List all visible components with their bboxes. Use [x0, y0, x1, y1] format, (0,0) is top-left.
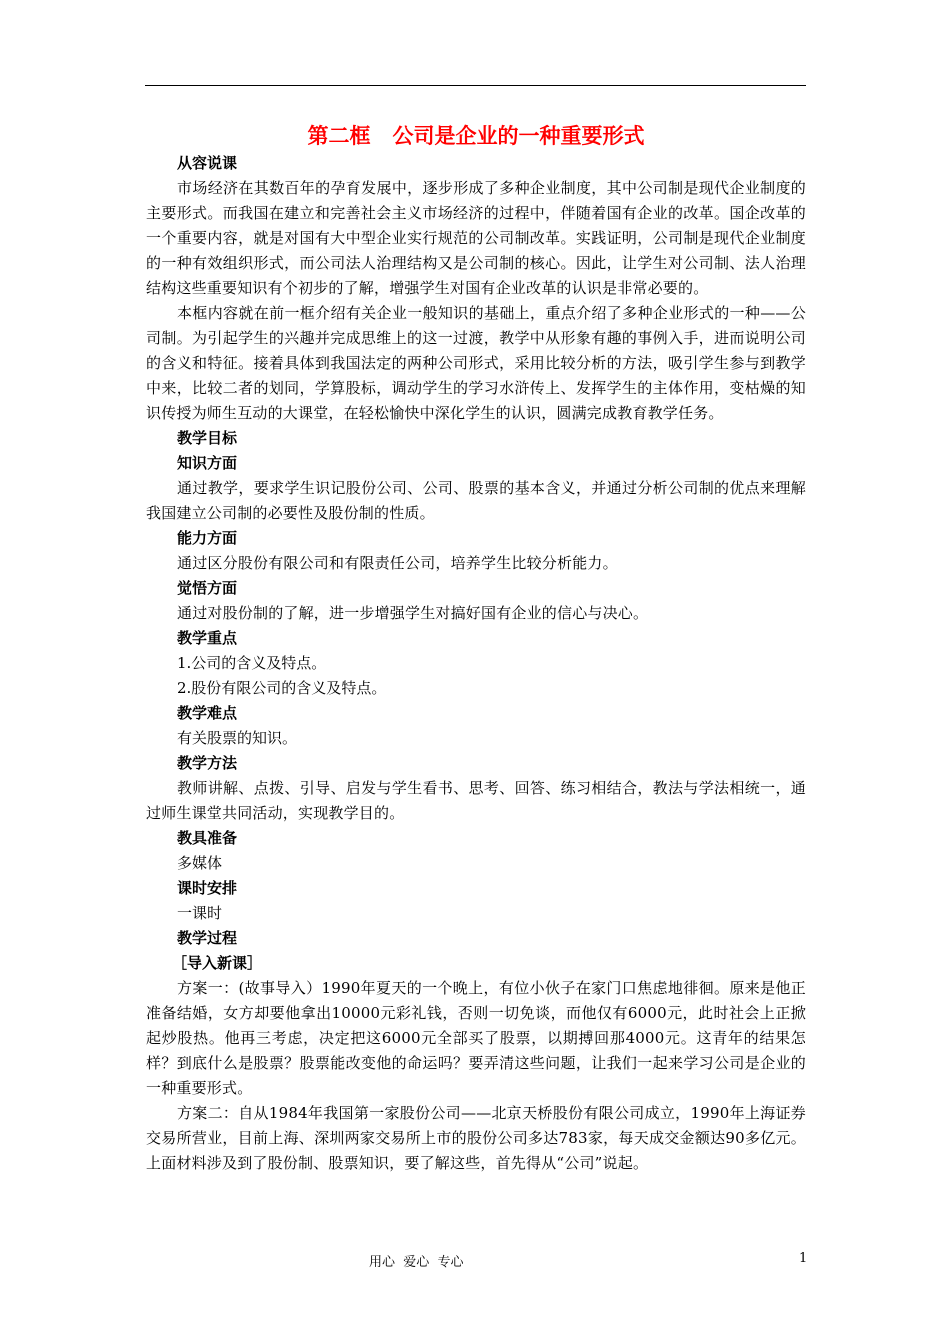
heading-intro: ［导入新课］	[172, 954, 263, 972]
paragraph: 有关股票的知识。	[177, 729, 298, 747]
heading-methods: 教学方法	[177, 754, 238, 772]
heading-difficulties: 教学难点	[177, 704, 238, 722]
page-title	[146, 121, 806, 151]
list-item: 1.公司的含义及特点。	[177, 654, 327, 672]
list-item: 2.股份有限公司的含义及特点。	[177, 679, 387, 697]
heading-awareness: 觉悟方面	[177, 579, 238, 597]
page-number: 1	[799, 1251, 808, 1266]
heading-goals: 教学目标	[177, 429, 238, 447]
title-part2: 公司是企业的一种重要形式	[392, 123, 645, 148]
paragraph: 方案二：自从1984年我国第一家股份公司——北京天桥股份有限公司成立，1990年上海证券交易所营业，目前上海、深圳两家交易所上市的股份公司多达783家，每天成交金额达90多亿元。上面材料涉及到了股份制、股票知识，要了解这些，首先得从“公司”说起。	[146, 1104, 806, 1172]
heading-cong-rong: 从容说课	[177, 154, 238, 172]
paragraph: 通过区分股份有限公司和有限责任公司，培养学生比较分析能力。	[177, 554, 618, 572]
heading-ability: 能力方面	[177, 529, 238, 547]
paragraph: 方案一：(故事导入）1990年夏天的一个晚上，有位小伙子在家门口焦虑地徘徊。原来是他正准备结婚，女方却要他拿出10000元彩礼钱，否则一切免谈，而他仅有6000元，此时社会上正掀起炒股热。他再三考虑，决定把这6000元全部买了股票，以期搏回那4000元。这青年的结果怎样？到底什么是股票？股票能改变他的命运吗？要弄清这些问题，让我们一起来学习公司是企业的一种重要形式。	[146, 979, 806, 1097]
paragraph: 通过教学，要求学生识记股份公司、公司、股票的基本含义，并通过分析公司制的优点来理解我国建立公司制的必要性及股份制的性质。	[146, 479, 806, 522]
heading-tools: 教具准备	[177, 829, 238, 847]
heading-process: 教学过程	[177, 929, 238, 947]
document-body	[146, 121, 806, 1176]
footer-motto: 用心 爱心 专心	[369, 1255, 464, 1270]
paragraph: 多媒体	[177, 854, 223, 872]
paragraph: 通过对股份制的了解，进一步增强学生对搞好国有企业的信心与决心。	[177, 604, 649, 622]
paragraph: 一课时	[177, 904, 223, 922]
header-rule	[145, 85, 806, 86]
heading-knowledge: 知识方面	[177, 454, 238, 472]
paragraph: 市场经济在其数百年的孕育发展中，逐步形成了多种企业制度，其中公司制是现代企业制度的主要形式。而我国在建立和完善社会主义市场经济的过程中，伴随着国有企业的改革。国企改革的一个重要内容，就是对国有大中型企业实行规范的公司制改革。实践证明，公司制是现代企业制度的一种有效组织形式，而公司法人治理结构又是公司制的核心。因此，让学生对公司制、法人治理结构这些重要知识有个初步的了解，增强学生对国有企业改革的认识是非常必要的。	[146, 179, 806, 297]
heading-schedule: 课时安排	[177, 879, 238, 897]
title-part1: 第二框	[307, 123, 371, 148]
heading-key-points: 教学重点	[177, 629, 238, 647]
paragraph: 本框内容就在前一框介绍有关企业一般知识的基础上，重点介绍了多种企业形式的一种——公司制。为引起学生的兴趣并完成思维上的这一过渡，教学中从形象有趣的事例入手，进而说明公司的含义和特征。接着具体到我国法定的两种公司形式，采用比较分析的方法，吸引学生参与到教学中来，比较二者的划同，学算股标，调动学生的学习水浒传上、发挥学生的主体作用，变枯燥的知识传授为师生互动的大课堂，在轻松愉快中深化学生的认识，圆满完成教育教学任务。	[146, 304, 806, 422]
paragraph: 教师讲解、点拨、引导、启发与学生看书、思考、回答、练习相结合，教法与学法相统一，通过师生课堂共同活动，实现教学目的。	[146, 779, 806, 822]
